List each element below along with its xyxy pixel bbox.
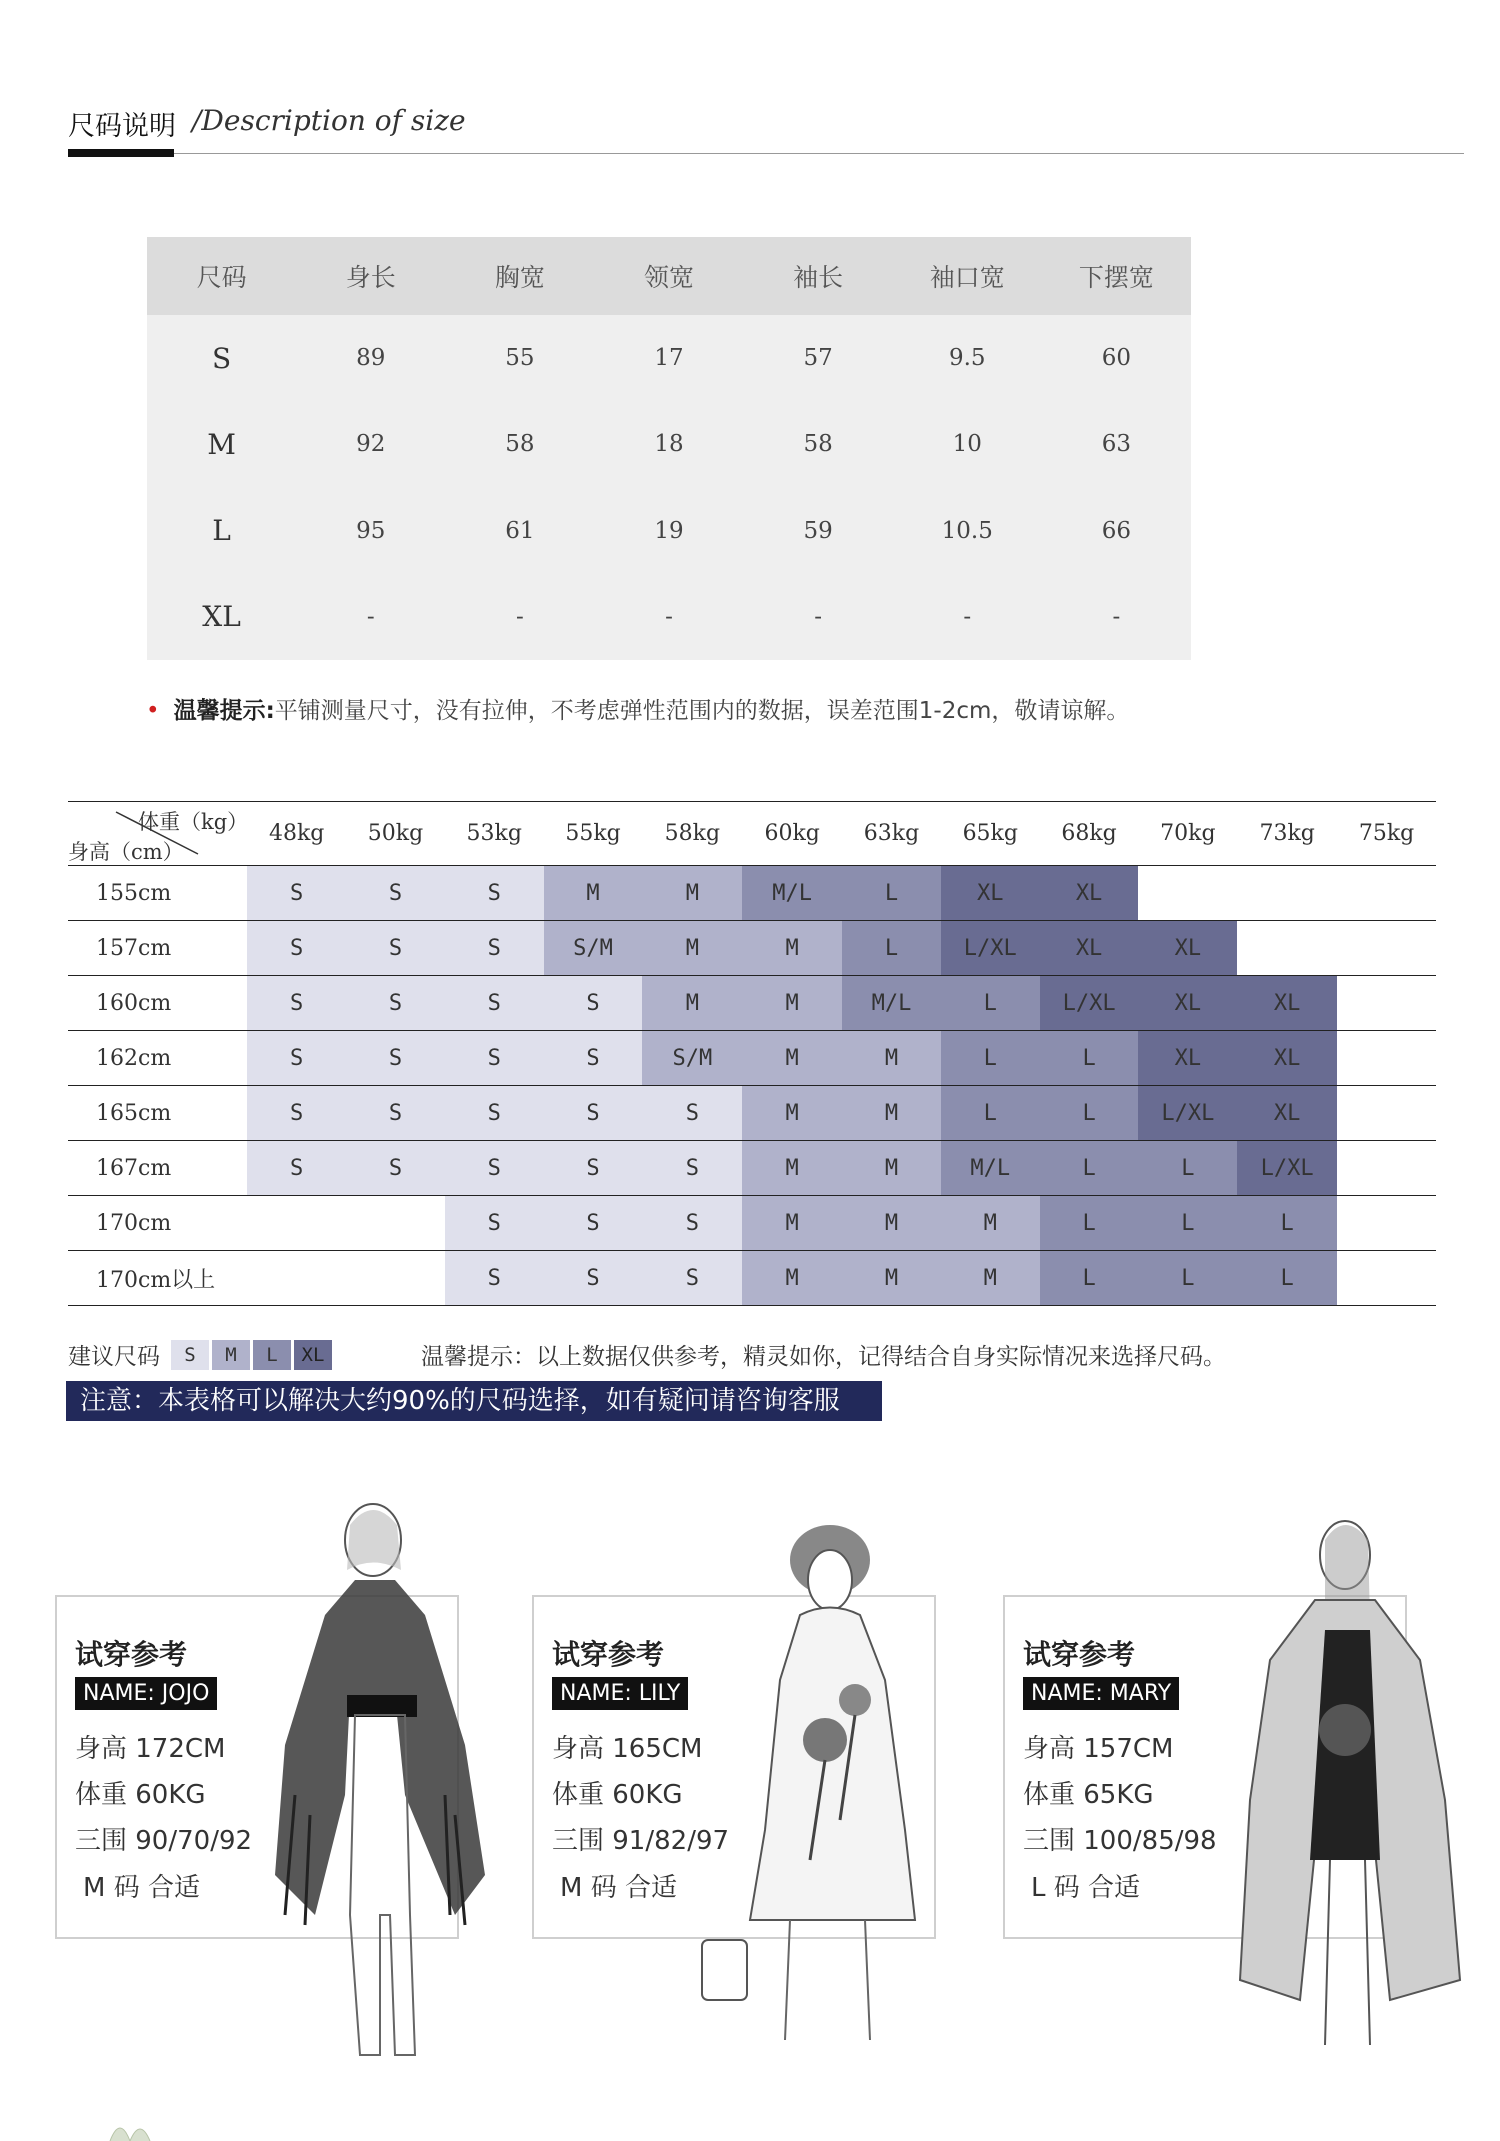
size-fit-cell: S bbox=[544, 1031, 643, 1086]
model-name-badge: NAME: JOJO bbox=[75, 1677, 217, 1710]
legend-swatch-s: S bbox=[171, 1340, 209, 1370]
height-cell: 167cm bbox=[68, 1141, 247, 1196]
value-cell: 63 bbox=[1101, 431, 1132, 458]
size-fit-cell: M bbox=[842, 1141, 941, 1196]
legend-label: 建议尺码 bbox=[68, 1344, 160, 1370]
value-cell: - bbox=[515, 603, 524, 630]
value-cell: 10 bbox=[952, 431, 982, 458]
table-row bbox=[147, 488, 1191, 574]
size-fit-cell: S bbox=[642, 1141, 742, 1196]
weight-header-cell: 75kg bbox=[1337, 802, 1436, 866]
suggested-size-legend bbox=[68, 1338, 332, 1371]
value-cell: 61 bbox=[505, 517, 535, 544]
tip-text: 平铺测量尺寸，没有拉伸，不考虑弹性范围内的数据，误差范围1-2cm，敬请谅解。 bbox=[274, 698, 1130, 724]
value-cell: 89 bbox=[356, 345, 386, 372]
table-row bbox=[68, 921, 1436, 976]
value-cell: 92 bbox=[356, 431, 386, 458]
size-fit-cell: S bbox=[445, 1031, 544, 1086]
table-row bbox=[147, 574, 1191, 660]
header-divider bbox=[68, 153, 1464, 154]
header-cell: 袖口宽 bbox=[893, 237, 1042, 315]
value-cell: 59 bbox=[803, 517, 833, 544]
weight-header-cell: 58kg bbox=[642, 802, 742, 866]
model-height: 身高 157CM bbox=[1023, 1734, 1174, 1764]
card-title: 试穿参考 bbox=[1023, 1638, 1136, 1671]
weight-header-cell: 70kg bbox=[1138, 802, 1237, 866]
size-fit-cell: XL bbox=[1138, 1031, 1237, 1086]
size-fit-cell bbox=[1237, 866, 1337, 921]
corner-cell bbox=[68, 802, 247, 866]
size-fit-cell: S bbox=[642, 1196, 742, 1251]
size-fit-cell bbox=[346, 1251, 445, 1306]
legend-swatch-l: L bbox=[253, 1340, 291, 1370]
weight-header-cell: 55kg bbox=[544, 802, 643, 866]
size-fit-cell: XL bbox=[1138, 976, 1237, 1031]
value-cell: 58 bbox=[803, 431, 833, 458]
size-fit-cell: L/XL bbox=[1040, 976, 1139, 1031]
value-cell: 10.5 bbox=[941, 517, 993, 544]
size-fit-cell: S bbox=[346, 1031, 445, 1086]
weight-header-cell: 73kg bbox=[1237, 802, 1337, 866]
header-cell: 下摆宽 bbox=[1042, 237, 1191, 315]
size-fit-cell: S bbox=[346, 1086, 445, 1141]
value-cell: 55 bbox=[505, 345, 535, 372]
size-fit-cell: XL bbox=[1040, 921, 1139, 976]
flower-decoration-icon bbox=[100, 2115, 160, 2141]
size-fit-cell: S bbox=[445, 1086, 544, 1141]
section-title-en: /Description of size bbox=[192, 104, 466, 137]
size-fit-cell: L bbox=[1237, 1196, 1337, 1251]
size-fit-cell: L bbox=[842, 921, 941, 976]
size-fit-cell: L bbox=[1040, 1141, 1139, 1196]
card-title: 试穿参考 bbox=[75, 1638, 188, 1671]
value-cell: 95 bbox=[356, 517, 386, 544]
height-cell: 157cm bbox=[68, 921, 247, 976]
size-fit-cell bbox=[1337, 1251, 1436, 1306]
table-row bbox=[68, 976, 1436, 1031]
size-fit-cell: S bbox=[544, 1196, 643, 1251]
size-cell: S bbox=[211, 341, 232, 375]
size-fit-cell bbox=[1337, 1086, 1436, 1141]
value-cell: - bbox=[665, 603, 673, 630]
model-height: 身高 172CM bbox=[75, 1734, 226, 1764]
size-fit-cell: S bbox=[346, 976, 445, 1031]
size-fit-cell: M bbox=[742, 1086, 842, 1141]
model-measurements: 三围 100/85/98 bbox=[1023, 1826, 1217, 1856]
height-cell: 160cm bbox=[68, 976, 247, 1031]
size-fit-cell bbox=[1337, 1141, 1436, 1196]
header-cell: 领宽 bbox=[594, 237, 743, 315]
value-cell: 66 bbox=[1101, 517, 1132, 544]
model-weight: 体重 65KG bbox=[1023, 1780, 1154, 1810]
size-fit-cell: L bbox=[1040, 1251, 1139, 1306]
size-fit-cell bbox=[1337, 1196, 1436, 1251]
table-row bbox=[68, 1086, 1436, 1141]
table-row bbox=[147, 315, 1191, 401]
model-measurements: 三围 91/82/97 bbox=[552, 1826, 730, 1856]
height-cell: 170cm以上 bbox=[68, 1251, 247, 1306]
weight-header-cell: 63kg bbox=[842, 802, 941, 866]
size-fit-cell: S bbox=[247, 866, 346, 921]
header-cell: 身长 bbox=[296, 237, 445, 315]
model-fit: M 码 合适 bbox=[560, 1873, 677, 1903]
size-fit-cell: XL bbox=[941, 866, 1040, 921]
size-fit-cell bbox=[1237, 921, 1337, 976]
size-fit-cell: S bbox=[346, 866, 445, 921]
weight-header-cell: 53kg bbox=[445, 802, 544, 866]
weight-header-cell: 50kg bbox=[346, 802, 445, 866]
size-fit-cell: M bbox=[742, 921, 842, 976]
size-fit-cell bbox=[1337, 1031, 1436, 1086]
legend-swatch-m: M bbox=[212, 1340, 250, 1370]
size-fit-cell: S bbox=[346, 1141, 445, 1196]
size-table-header bbox=[147, 237, 1191, 315]
size-fit-cell bbox=[1138, 866, 1237, 921]
size-fit-cell: S bbox=[544, 1086, 643, 1141]
size-fit-cell: XL bbox=[1237, 1031, 1337, 1086]
value-cell: 18 bbox=[654, 431, 684, 458]
table-row bbox=[68, 1141, 1436, 1196]
model-sketch-jojo bbox=[255, 1495, 495, 2070]
value-cell: - bbox=[814, 603, 823, 630]
value-cell: 17 bbox=[654, 345, 684, 372]
size-fit-cell: S bbox=[445, 1141, 544, 1196]
reference-tip: 温馨提示：以上数据仅供参考，精灵如你，记得结合自身实际情况来选择尺码。 bbox=[421, 1344, 1226, 1370]
height-axis-label: 身高（cm） bbox=[68, 840, 184, 864]
table-row bbox=[68, 1031, 1436, 1086]
weight-header-cell: 65kg bbox=[941, 802, 1040, 866]
size-fit-cell: S bbox=[445, 921, 544, 976]
header-cell: 胸宽 bbox=[445, 237, 594, 315]
height-cell: 165cm bbox=[68, 1086, 247, 1141]
size-table bbox=[147, 237, 1191, 660]
table-row bbox=[68, 866, 1436, 921]
size-fit-cell: L bbox=[1040, 1086, 1139, 1141]
size-cell: M bbox=[207, 427, 236, 461]
size-fit-cell: L bbox=[842, 866, 941, 921]
size-fit-cell: M/L bbox=[742, 866, 842, 921]
size-fit-cell: M bbox=[642, 976, 742, 1031]
size-fit-cell: S bbox=[642, 1086, 742, 1141]
size-fit-cell: L/XL bbox=[1237, 1141, 1337, 1196]
size-fit-cell: L bbox=[1138, 1196, 1237, 1251]
model-height: 身高 165CM bbox=[552, 1734, 703, 1764]
tip-label: 温馨提示: bbox=[173, 698, 275, 724]
size-fit-cell: S bbox=[247, 976, 346, 1031]
weight-header-cell: 68kg bbox=[1040, 802, 1139, 866]
size-fit-cell: L/XL bbox=[1138, 1086, 1237, 1141]
size-cell: L bbox=[212, 514, 231, 548]
size-fit-cell: M bbox=[842, 1086, 941, 1141]
size-fit-cell: L bbox=[1040, 1196, 1139, 1251]
size-fit-cell: S bbox=[247, 1031, 346, 1086]
size-fit-cell: S bbox=[445, 976, 544, 1031]
size-fit-cell: L bbox=[941, 1031, 1040, 1086]
size-fit-cell: S bbox=[445, 866, 544, 921]
size-fit-cell: S/M bbox=[642, 1031, 742, 1086]
size-fit-cell bbox=[346, 1196, 445, 1251]
size-fit-cell bbox=[1337, 921, 1436, 976]
note-banner: 注意：本表格可以解决大约90%的尺码选择，如有疑问请咨询客服 bbox=[66, 1381, 882, 1421]
size-fit-cell: M bbox=[842, 1251, 941, 1306]
measurement-tip bbox=[146, 692, 1129, 725]
size-fit-cell: S bbox=[247, 1086, 346, 1141]
size-fit-cell: S bbox=[544, 976, 643, 1031]
size-fit-cell: L bbox=[941, 1086, 1040, 1141]
value-cell: 60 bbox=[1101, 345, 1132, 372]
value-cell: 9.5 bbox=[948, 345, 986, 372]
model-fit: M 码 合适 bbox=[83, 1873, 200, 1903]
size-fit-cell: S bbox=[247, 1141, 346, 1196]
height-cell: 162cm bbox=[68, 1031, 247, 1086]
weight-axis-label: 体重（kg） bbox=[138, 810, 249, 834]
weight-header-cell: 60kg bbox=[742, 802, 842, 866]
size-fit-cell bbox=[1337, 976, 1436, 1031]
size-fit-cell: S bbox=[346, 921, 445, 976]
size-fit-cell: M bbox=[742, 1141, 842, 1196]
model-fit: L 码 合适 bbox=[1031, 1873, 1141, 1903]
size-fit-cell: L bbox=[941, 976, 1040, 1031]
value-cell: 19 bbox=[654, 517, 684, 544]
size-fit-cell: M bbox=[742, 976, 842, 1031]
table-row bbox=[68, 1251, 1436, 1306]
size-fit-cell: S/M bbox=[544, 921, 643, 976]
model-weight: 体重 60KG bbox=[552, 1780, 683, 1810]
fit-table-header bbox=[68, 802, 1436, 866]
model-measurements: 三围 90/70/92 bbox=[75, 1826, 253, 1856]
model-weight: 体重 60KG bbox=[75, 1780, 206, 1810]
size-fit-cell: XL bbox=[1138, 921, 1237, 976]
size-fit-cell: S bbox=[642, 1251, 742, 1306]
weight-header-cell: 48kg bbox=[247, 802, 346, 866]
height-cell: 155cm bbox=[68, 866, 247, 921]
size-fit-cell: M bbox=[941, 1196, 1040, 1251]
model-sketch-lily bbox=[690, 1500, 950, 2060]
size-fit-cell: M bbox=[842, 1031, 941, 1086]
size-fit-table bbox=[68, 801, 1436, 1306]
table-row bbox=[147, 401, 1191, 487]
header-cell: 尺码 bbox=[147, 237, 296, 315]
size-fit-cell: L bbox=[1040, 1031, 1139, 1086]
model-name-badge: NAME: LILY bbox=[552, 1677, 688, 1710]
legend-swatch-xl: XL bbox=[294, 1340, 332, 1370]
size-fit-cell: XL bbox=[1237, 1086, 1337, 1141]
size-fit-cell: M/L bbox=[842, 976, 941, 1031]
card-title: 试穿参考 bbox=[552, 1638, 665, 1671]
size-fit-cell: L/XL bbox=[941, 921, 1040, 976]
size-fit-cell: S bbox=[445, 1196, 544, 1251]
size-fit-cell: M bbox=[742, 1196, 842, 1251]
value-cell: - bbox=[963, 603, 972, 630]
size-fit-cell: S bbox=[544, 1251, 643, 1306]
size-fit-cell: L bbox=[1237, 1251, 1337, 1306]
size-fit-cell: M bbox=[642, 866, 742, 921]
bullet-icon: • bbox=[146, 698, 160, 724]
size-fit-cell: XL bbox=[1237, 976, 1337, 1031]
value-cell: 58 bbox=[505, 431, 535, 458]
size-fit-cell: M/L bbox=[941, 1141, 1040, 1196]
size-fit-cell: S bbox=[445, 1251, 544, 1306]
size-fit-cell: M bbox=[941, 1251, 1040, 1306]
size-fit-cell bbox=[1337, 866, 1436, 921]
size-fit-cell: L bbox=[1138, 1251, 1237, 1306]
value-cell: 57 bbox=[803, 345, 833, 372]
header-cell: 袖长 bbox=[744, 237, 893, 315]
size-cell: XL bbox=[202, 600, 241, 634]
size-fit-cell bbox=[247, 1196, 346, 1251]
size-fit-cell: M bbox=[544, 866, 643, 921]
size-fit-cell: XL bbox=[1040, 866, 1139, 921]
size-fit-cell: L bbox=[1138, 1141, 1237, 1196]
header-accent-bar bbox=[68, 149, 174, 157]
size-fit-cell: S bbox=[544, 1141, 643, 1196]
size-fit-cell: M bbox=[742, 1031, 842, 1086]
section-title-cn: 尺码说明 bbox=[68, 111, 176, 142]
height-cell: 170cm bbox=[68, 1196, 247, 1251]
size-fit-cell: M bbox=[842, 1196, 941, 1251]
size-fit-cell bbox=[247, 1251, 346, 1306]
model-sketch-mary bbox=[1230, 1500, 1470, 2060]
size-fit-cell: S bbox=[247, 921, 346, 976]
value-cell: - bbox=[366, 603, 375, 630]
model-name-badge: NAME: MARY bbox=[1023, 1677, 1179, 1710]
size-fit-cell: M bbox=[642, 921, 742, 976]
size-fit-cell: M bbox=[742, 1251, 842, 1306]
table-row bbox=[68, 1196, 1436, 1251]
value-cell: - bbox=[1112, 603, 1121, 630]
